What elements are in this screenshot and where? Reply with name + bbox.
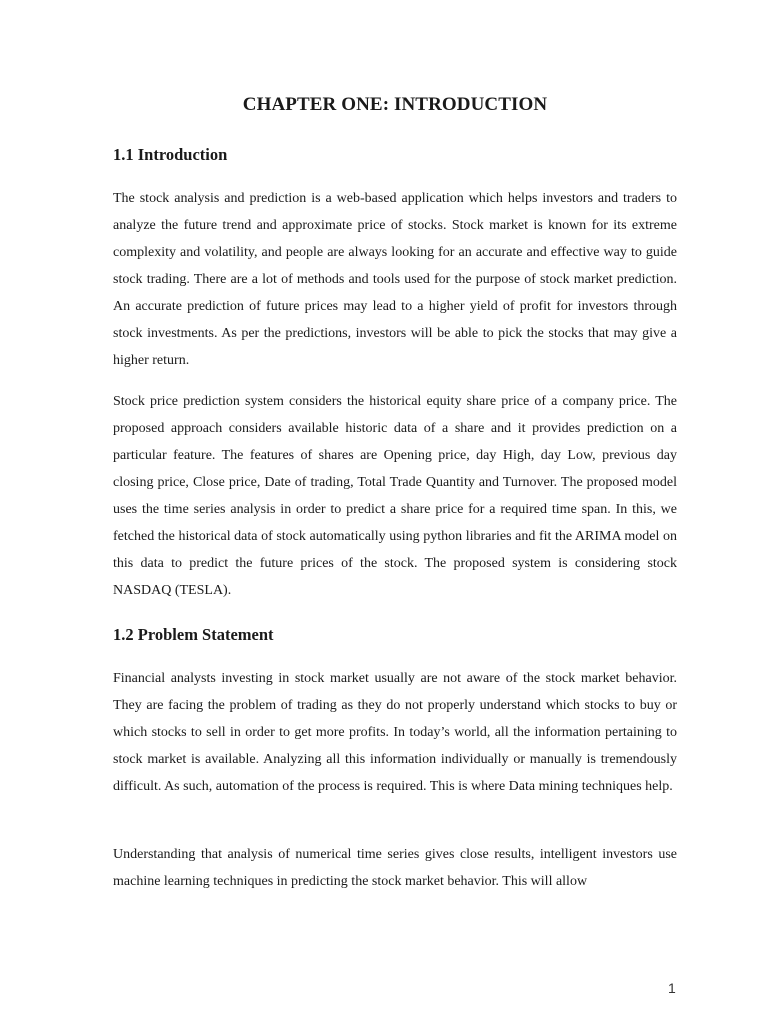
paragraph-text: Stock price prediction system considers the historical equity share price of a company price. The proposed approach considers available historic data of a share and it provides prediction on a particular feature. The features of shares are Opening price, day High, day Low, previous day closing price, Close price, Date of trading, Total Trade Quantity and Turnover. The proposed model uses the time series analysis in order to predict a share price for a required time span. In this, we fetched the historical data of stock automatically using python libraries and fit the ARIMA model on this data to predict the future prices of the stock. The proposed system is considering stock NASDAQ (TESLA). [113, 394, 677, 598]
section-problem-statement [113, 625, 677, 645]
paragraph [113, 185, 677, 374]
section-introduction [113, 145, 677, 165]
paragraph [113, 841, 677, 895]
section-heading: 1.1 Introduction [113, 145, 228, 164]
paragraph-text: Financial analysts investing in stock market usually are not aware of the stock market behavior. They are facing the problem of trading as they do not properly understand which stocks to buy or which stocks to sell in order to get more profits. In today’s world, all the information pertaining to stock market is available. Analyzing all this information individually or manually is tremendously difficult. As such, automation of the process is required. This is where Data mining techniques help. [113, 671, 677, 794]
paragraph [113, 388, 677, 604]
paragraph [113, 665, 677, 800]
paragraph-text: The stock analysis and prediction is a web-based application which helps investors and traders to analyze the future trend and approximate price of stocks. Stock market is known for its extreme complexity and volatility, and people are always looking for an accurate and effective way to guide stock trading. There are a lot of methods and tools used for the purpose of stock market prediction. An accurate prediction of future prices may lead to a higher yield of profit for investors through stock investments. As per the predictions, investors will be able to pick the stocks that may give a higher return. [113, 191, 677, 368]
section-heading: 1.2 Problem Statement [113, 625, 274, 644]
page-number: 1 [668, 980, 676, 996]
paragraph-text: Understanding that analysis of numerical time series gives close results, intelligent investors use machine learning techniques in predicting the stock market behavior. This will allow [113, 847, 677, 889]
chapter-title: CHAPTER ONE: INTRODUCTION [242, 94, 548, 115]
